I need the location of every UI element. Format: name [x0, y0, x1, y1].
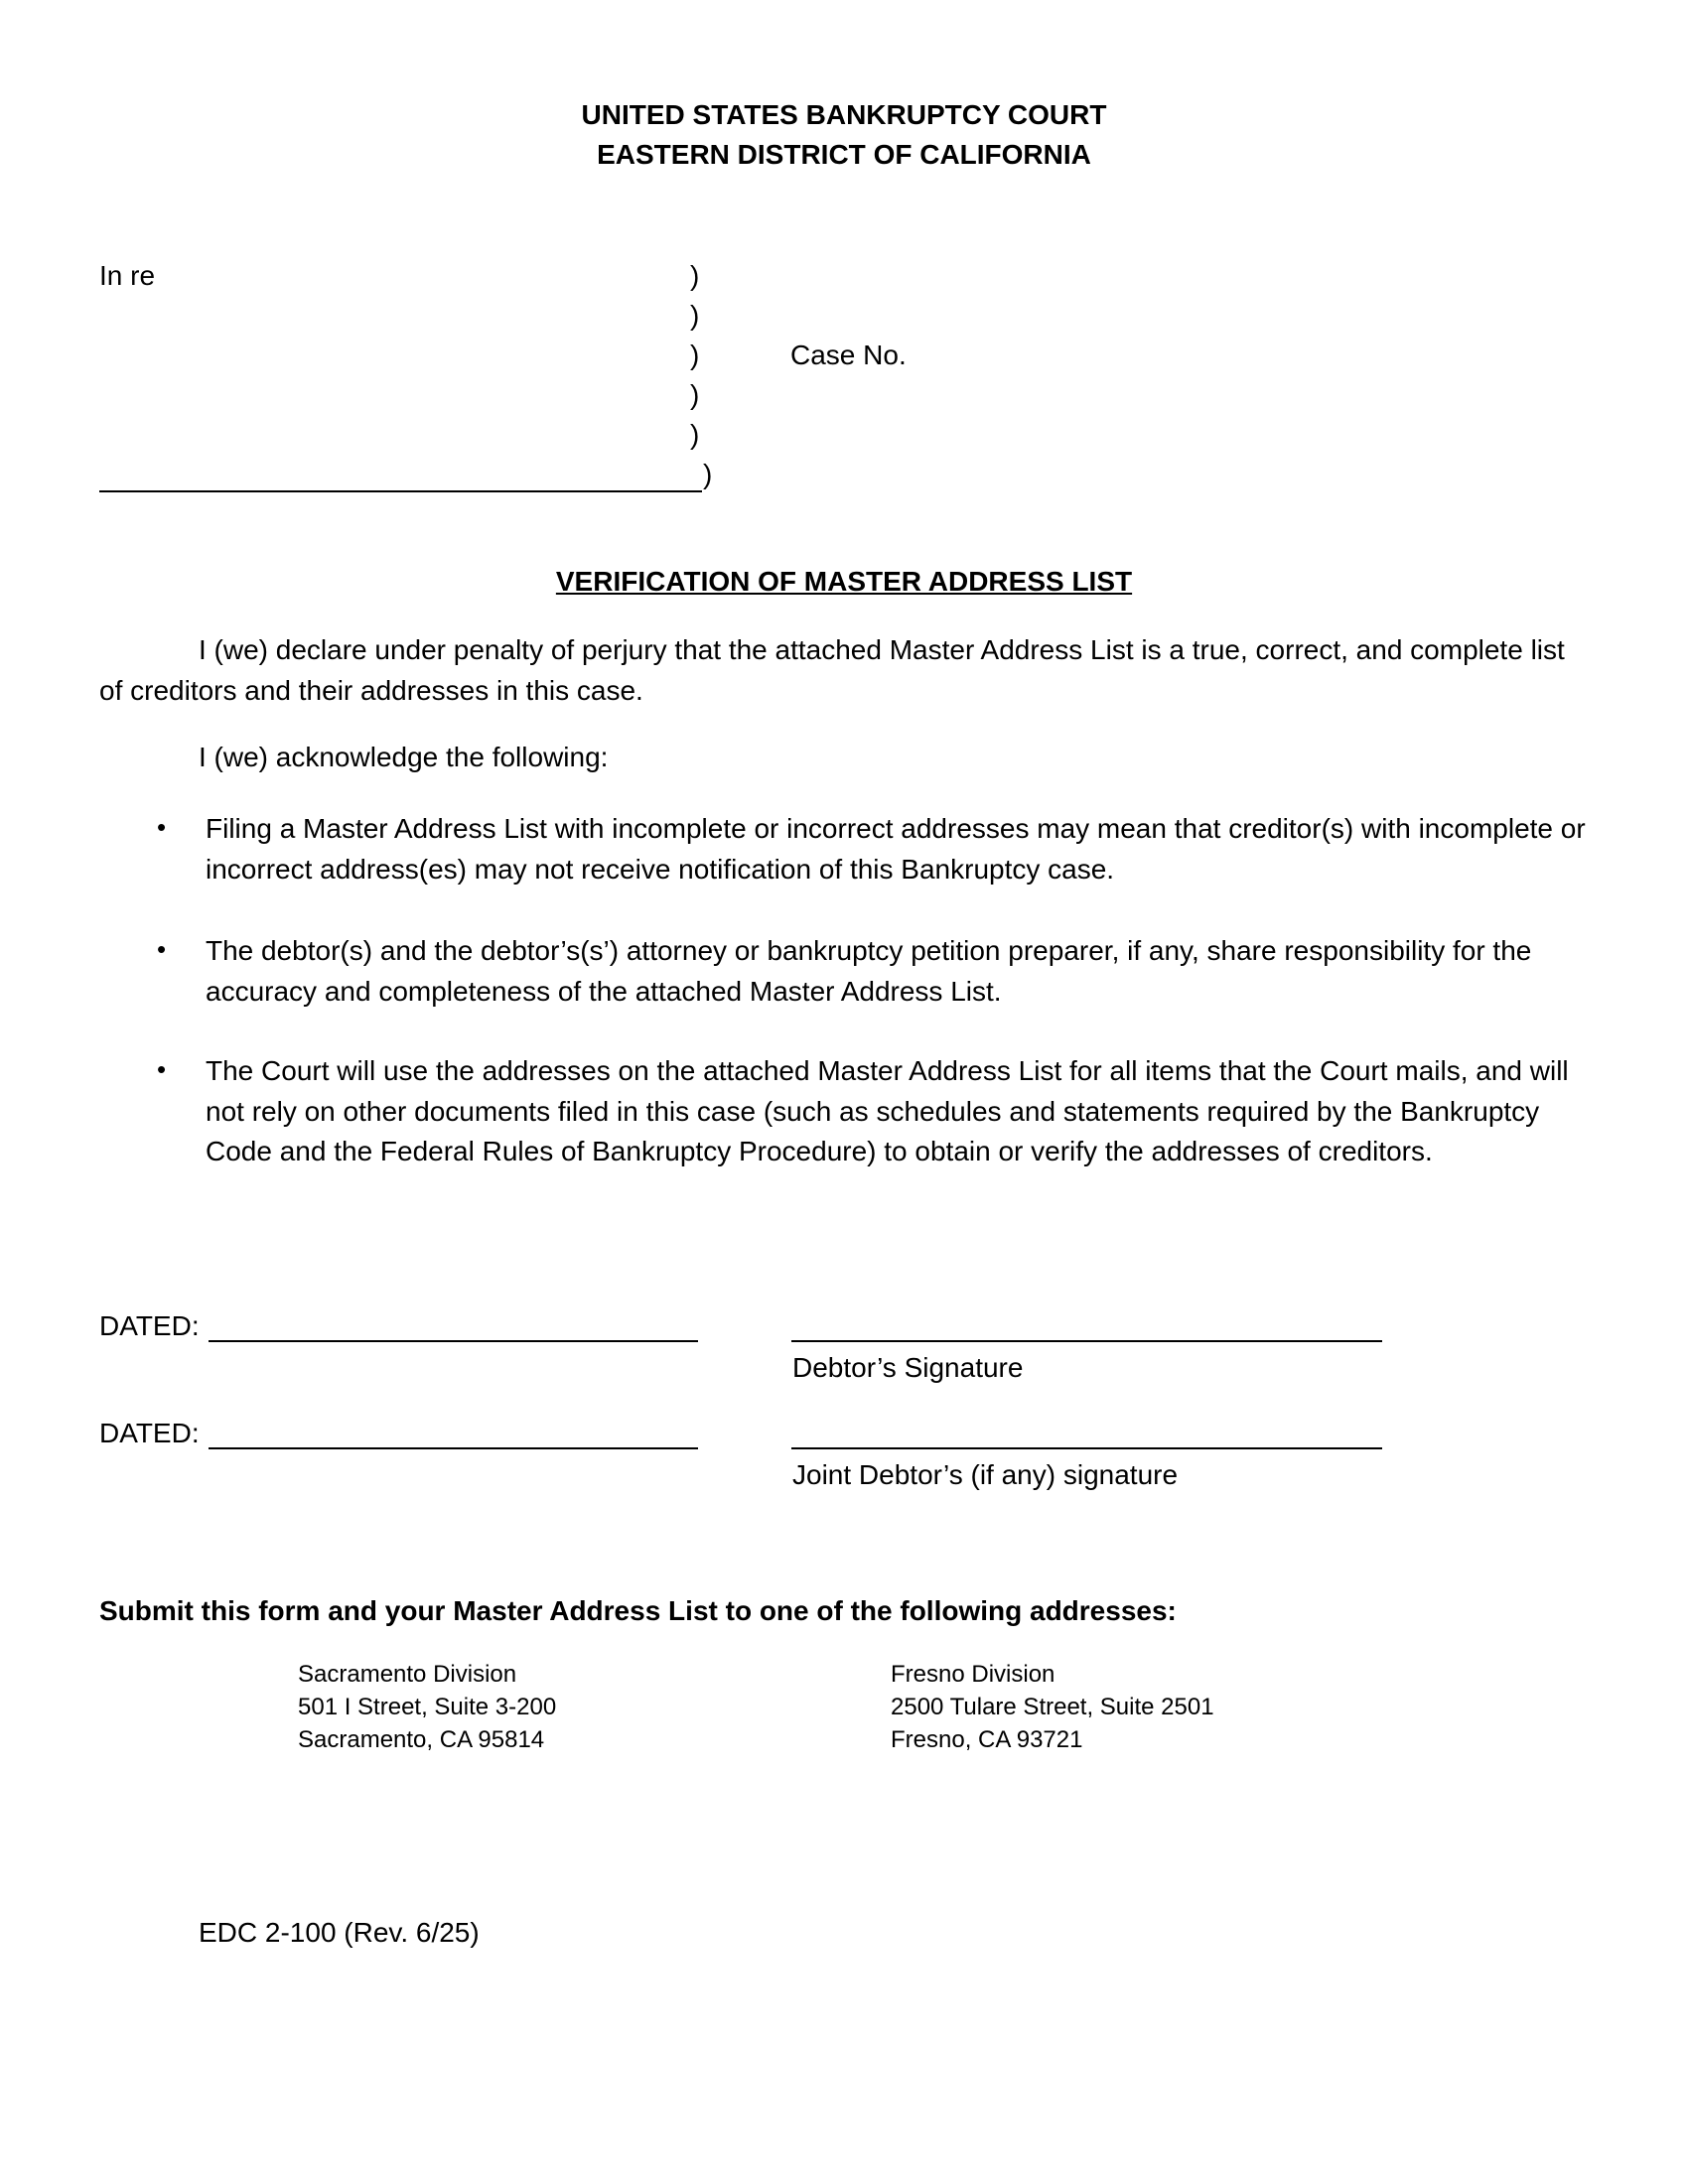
form-id: EDC 2-100 (Rev. 6/25) — [199, 1917, 480, 1948]
acknowledge-text: I (we) acknowledge the following: — [199, 742, 609, 772]
joint-debtor-signature-label: Joint Debtor’s (if any) signature — [792, 1459, 1179, 1490]
dated-label: DATED: — [99, 1310, 200, 1341]
case-number-label: Case No. — [790, 340, 907, 370]
submit-heading: Submit this form and your Master Address List to one of the following addresses: — [99, 1595, 1177, 1626]
bullet-text: The Court will use the addresses on the attached Master Address List for all items that the Court mails, and will not rely on other documents filed in this case (such as schedules and statements required by the Bankruptcy Code and the Federal Rules of Bankruptcy Procedure) to obtain or verify the addresses of creditors. — [206, 1055, 1569, 1166]
court-district: EASTERN DISTRICT OF CALIFORNIA — [597, 139, 1091, 170]
division-name: Fresno Division — [891, 1661, 1055, 1688]
caption-paren: ) — [690, 340, 700, 370]
caption-paren: ) — [690, 260, 700, 291]
bullet-icon: • — [157, 812, 167, 842]
in-re-label: In re — [99, 260, 156, 291]
form-title: VERIFICATION OF MASTER ADDRESS LIST — [555, 566, 1133, 597]
caption-paren: ) — [690, 419, 700, 450]
sacramento-address — [298, 1658, 556, 1756]
bullet-icon: • — [157, 1054, 167, 1084]
street-address: 2500 Tulare Street, Suite 2501 — [891, 1694, 1214, 1720]
bullet-icon: • — [157, 934, 167, 964]
city-state-zip: Fresno, CA 93721 — [891, 1726, 1083, 1753]
caption-paren: ) — [690, 300, 700, 331]
court-name: UNITED STATES BANKRUPTCY COURT — [581, 99, 1107, 130]
date-line[interactable] — [209, 1447, 698, 1449]
debtor-signature-label: Debtor’s Signature — [792, 1352, 1024, 1383]
caption-paren: ) — [690, 379, 700, 410]
fresno-address — [891, 1658, 1214, 1756]
caption-paren: ) — [703, 459, 713, 489]
date-line[interactable] — [209, 1340, 698, 1342]
debtor-name-line[interactable] — [99, 490, 702, 492]
joint-debtor-signature-line[interactable] — [791, 1447, 1382, 1449]
debtor-signature-line[interactable] — [791, 1340, 1382, 1342]
division-name: Sacramento Division — [298, 1661, 517, 1688]
street-address: 501 I Street, Suite 3-200 — [298, 1694, 557, 1720]
dated-label: DATED: — [99, 1418, 200, 1448]
city-state-zip: Sacramento, CA 95814 — [298, 1726, 545, 1753]
declaration-paragraph: I (we) declare under penalty of perjury that the attached Master Address List is a true, correct, and complete list of creditors and their addresses in this case. — [99, 634, 1565, 706]
bullet-text: The debtor(s) and the debtor’s(s’) attorney or bankruptcy petition preparer, if any, share responsibility for the accuracy and completeness of the attached Master Address List. — [206, 935, 1532, 1007]
bullet-text: Filing a Master Address List with incomplete or incorrect addresses may mean that creditor(s) with incomplete or incorrect address(es) may not receive notification of this Bankruptcy case. — [206, 813, 1586, 885]
